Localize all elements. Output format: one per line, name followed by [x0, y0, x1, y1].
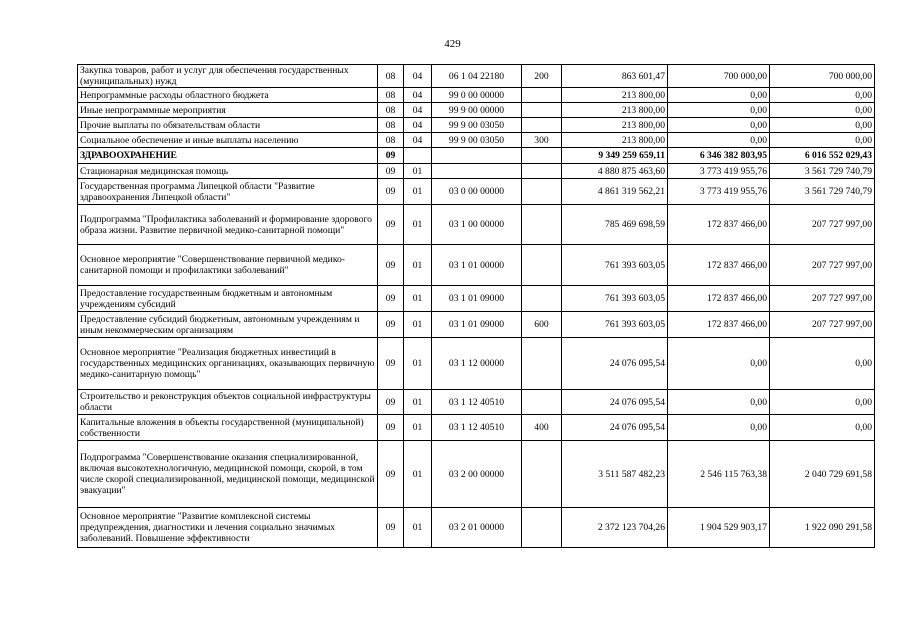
cell-name: Основное мероприятие "Развитие комплексной системы предупреждения, диагностики и лечения социально значимых заболеваний. Повышение эффективности: [78, 508, 378, 548]
cell-amount-year-2: 3 773 419 955,76: [668, 179, 770, 205]
table-row: [78, 286, 875, 312]
cell-amount-year-2: 172 837 466,00: [668, 205, 770, 245]
cell-amount-year-1: 785 469 698,59: [562, 205, 668, 245]
cell-amount-year-3: 0,00: [770, 133, 875, 148]
cell-amount-year-3: 207 727 997,00: [770, 245, 875, 286]
cell-expense-type: [522, 205, 562, 245]
cell-subsection: 01: [404, 338, 432, 390]
table-row: [78, 103, 875, 118]
cell-expense-type: [522, 508, 562, 548]
cell-subsection: 01: [404, 312, 432, 338]
cell-amount-year-3: 0,00: [770, 390, 875, 415]
cell-section: 08: [378, 118, 404, 133]
cell-amount-year-2: 0,00: [668, 133, 770, 148]
table-row: [78, 88, 875, 103]
cell-amount-year-3: 0,00: [770, 338, 875, 390]
cell-amount-year-2: 0,00: [668, 118, 770, 133]
table-row: [78, 179, 875, 205]
cell-amount-year-1: 761 393 603,05: [562, 286, 668, 312]
table-row: [78, 441, 875, 508]
cell-amount-year-1: 213 800,00: [562, 118, 668, 133]
cell-amount-year-1: 761 393 603,05: [562, 312, 668, 338]
cell-amount-year-1: 863 601,47: [562, 65, 668, 88]
cell-amount-year-2: 0,00: [668, 103, 770, 118]
cell-section: 09: [378, 286, 404, 312]
cell-section: 09: [378, 415, 404, 441]
cell-expense-type: [522, 286, 562, 312]
cell-expense-type: [522, 148, 562, 164]
cell-amount-year-3: 0,00: [770, 415, 875, 441]
cell-expense-type: 400: [522, 415, 562, 441]
cell-amount-year-2: 0,00: [668, 88, 770, 103]
cell-amount-year-2: 1 904 529 903,17: [668, 508, 770, 548]
cell-amount-year-3: 207 727 997,00: [770, 205, 875, 245]
cell-name: Строительство и реконструкция объектов социальной инфраструктуры области: [78, 390, 378, 415]
cell-section: 09: [378, 508, 404, 548]
table-row: [78, 415, 875, 441]
cell-target-article: 03 2 01 00000: [432, 508, 522, 548]
table-row: [78, 390, 875, 415]
cell-subsection: 01: [404, 205, 432, 245]
cell-expense-type: [522, 118, 562, 133]
cell-subsection: 01: [404, 390, 432, 415]
cell-expense-type: [522, 164, 562, 179]
cell-section: 09: [378, 312, 404, 338]
budget-table: [77, 64, 875, 548]
cell-section: 09: [378, 164, 404, 179]
cell-subsection: 01: [404, 179, 432, 205]
cell-amount-year-3: 700 000,00: [770, 65, 875, 88]
cell-target-article: 03 1 12 00000: [432, 338, 522, 390]
cell-amount-year-2: 172 837 466,00: [668, 312, 770, 338]
cell-expense-type: [522, 179, 562, 205]
cell-amount-year-1: 24 076 095,54: [562, 415, 668, 441]
table-row: [78, 148, 875, 164]
cell-target-article: [432, 164, 522, 179]
cell-amount-year-1: 4 880 875 463,60: [562, 164, 668, 179]
table-row: [78, 118, 875, 133]
cell-target-article: 03 2 00 00000: [432, 441, 522, 508]
cell-amount-year-3: 0,00: [770, 118, 875, 133]
cell-amount-year-1: 4 861 319 562,21: [562, 179, 668, 205]
cell-subsection: 01: [404, 245, 432, 286]
table-row: [78, 205, 875, 245]
cell-amount-year-2: 172 837 466,00: [668, 286, 770, 312]
page-number: 429: [444, 38, 461, 50]
cell-section: 08: [378, 65, 404, 88]
cell-name: Закупка товаров, работ и услуг для обеспечения государственных (муниципальных) нужд: [78, 65, 378, 88]
cell-amount-year-2: 3 773 419 955,76: [668, 164, 770, 179]
cell-name: Подпрограмма "Профилактика заболеваний и формирование здорового образа жизни. Развитие первичной медико-санитарной помощи": [78, 205, 378, 245]
cell-target-article: 99 9 00 03050: [432, 118, 522, 133]
cell-target-article: 03 1 01 00000: [432, 245, 522, 286]
cell-amount-year-2: 700 000,00: [668, 65, 770, 88]
cell-name: Непрограммные расходы областного бюджета: [78, 88, 378, 103]
cell-expense-type: [522, 338, 562, 390]
cell-section: 09: [378, 179, 404, 205]
cell-amount-year-2: 2 546 115 763,38: [668, 441, 770, 508]
cell-expense-type: [522, 245, 562, 286]
cell-amount-year-3: 3 561 729 740,79: [770, 164, 875, 179]
cell-name: Иные непрограммные мероприятия: [78, 103, 378, 118]
table-row: [78, 312, 875, 338]
cell-amount-year-1: 9 349 259 659,11: [562, 148, 668, 164]
table-row: [78, 133, 875, 148]
cell-subsection: 01: [404, 164, 432, 179]
cell-subsection: 01: [404, 415, 432, 441]
cell-amount-year-1: 24 076 095,54: [562, 390, 668, 415]
cell-expense-type: [522, 441, 562, 508]
cell-target-article: 03 1 12 40510: [432, 415, 522, 441]
cell-expense-type: 600: [522, 312, 562, 338]
cell-target-article: 99 9 00 00000: [432, 103, 522, 118]
cell-amount-year-1: 761 393 603,05: [562, 245, 668, 286]
cell-amount-year-1: 213 800,00: [562, 88, 668, 103]
cell-section: 09: [378, 441, 404, 508]
table-row: [78, 508, 875, 548]
cell-amount-year-1: 2 372 123 704,26: [562, 508, 668, 548]
cell-name: Государственная программа Липецкой области "Развитие здравоохранения Липецкой области": [78, 179, 378, 205]
table-row: [78, 338, 875, 390]
cell-subsection: 01: [404, 508, 432, 548]
cell-amount-year-3: 0,00: [770, 88, 875, 103]
cell-section: 08: [378, 103, 404, 118]
cell-expense-type: 300: [522, 133, 562, 148]
cell-amount-year-3: 207 727 997,00: [770, 312, 875, 338]
cell-subsection: 04: [404, 103, 432, 118]
cell-amount-year-1: 24 076 095,54: [562, 338, 668, 390]
cell-name: Социальное обеспечение и иные выплаты населению: [78, 133, 378, 148]
cell-amount-year-3: 6 016 552 029,43: [770, 148, 875, 164]
cell-section: 08: [378, 133, 404, 148]
cell-name: Прочие выплаты по обязательствам области: [78, 118, 378, 133]
cell-name: Предоставление субсидий бюджетным, автономным учреждениям и иным некоммерческим организациям: [78, 312, 378, 338]
cell-section: 09: [378, 390, 404, 415]
cell-target-article: 06 1 04 22180: [432, 65, 522, 88]
cell-expense-type: [522, 390, 562, 415]
cell-expense-type: [522, 103, 562, 118]
cell-amount-year-3: 0,00: [770, 103, 875, 118]
cell-name: Подпрограмма "Совершенствование оказания специализированной, включая высокотехнологичную, медицинской помощи, скорой, в том числе скорой специализированной, медицинской помощи, медицинской эвакуации": [78, 441, 378, 508]
cell-subsection: 01: [404, 441, 432, 508]
cell-target-article: 99 0 00 00000: [432, 88, 522, 103]
cell-name: Стационарная медицинская помощь: [78, 164, 378, 179]
cell-target-article: [432, 148, 522, 164]
cell-amount-year-3: 3 561 729 740,79: [770, 179, 875, 205]
cell-section: 09: [378, 148, 404, 164]
table-row: [78, 245, 875, 286]
cell-name: Основное мероприятие "Совершенствование первичной медико-санитарной помощи и профилактики заболеваний": [78, 245, 378, 286]
cell-section: 09: [378, 205, 404, 245]
cell-amount-year-1: 213 800,00: [562, 133, 668, 148]
table-row: [78, 65, 875, 88]
cell-subsection: 04: [404, 133, 432, 148]
cell-section: 09: [378, 338, 404, 390]
cell-name: ЗДРАВООХРАНЕНИЕ: [78, 148, 378, 164]
cell-name: Капитальные вложения в объекты государственной (муниципальной) собственности: [78, 415, 378, 441]
cell-amount-year-2: 172 837 466,00: [668, 245, 770, 286]
cell-amount-year-2: 0,00: [668, 338, 770, 390]
cell-subsection: 01: [404, 286, 432, 312]
cell-expense-type: [522, 88, 562, 103]
cell-target-article: 03 1 00 00000: [432, 205, 522, 245]
cell-amount-year-2: 0,00: [668, 390, 770, 415]
cell-subsection: 04: [404, 118, 432, 133]
cell-name: Основное мероприятие "Реализация бюджетных инвестиций в государственных медицинских организациях, оказывающих первичную медико-санитарную помощь": [78, 338, 378, 390]
cell-target-article: 03 1 01 09000: [432, 312, 522, 338]
cell-subsection: [404, 148, 432, 164]
cell-amount-year-3: 1 922 090 291,58: [770, 508, 875, 548]
cell-amount-year-2: 0,00: [668, 415, 770, 441]
cell-amount-year-3: 207 727 997,00: [770, 286, 875, 312]
cell-subsection: 04: [404, 88, 432, 103]
cell-section: 08: [378, 88, 404, 103]
cell-subsection: 04: [404, 65, 432, 88]
cell-target-article: 03 1 12 40510: [432, 390, 522, 415]
cell-target-article: 03 1 01 09000: [432, 286, 522, 312]
cell-amount-year-1: 213 800,00: [562, 103, 668, 118]
cell-target-article: 03 0 00 00000: [432, 179, 522, 205]
cell-amount-year-1: 3 511 587 482,23: [562, 441, 668, 508]
cell-amount-year-2: 6 346 382 803,95: [668, 148, 770, 164]
cell-amount-year-3: 2 040 729 691,58: [770, 441, 875, 508]
table-row: [78, 164, 875, 179]
cell-target-article: 99 9 00 03050: [432, 133, 522, 148]
cell-section: 09: [378, 245, 404, 286]
cell-expense-type: 200: [522, 65, 562, 88]
cell-name: Предоставление государственным бюджетным и автономным учреждениям субсидий: [78, 286, 378, 312]
